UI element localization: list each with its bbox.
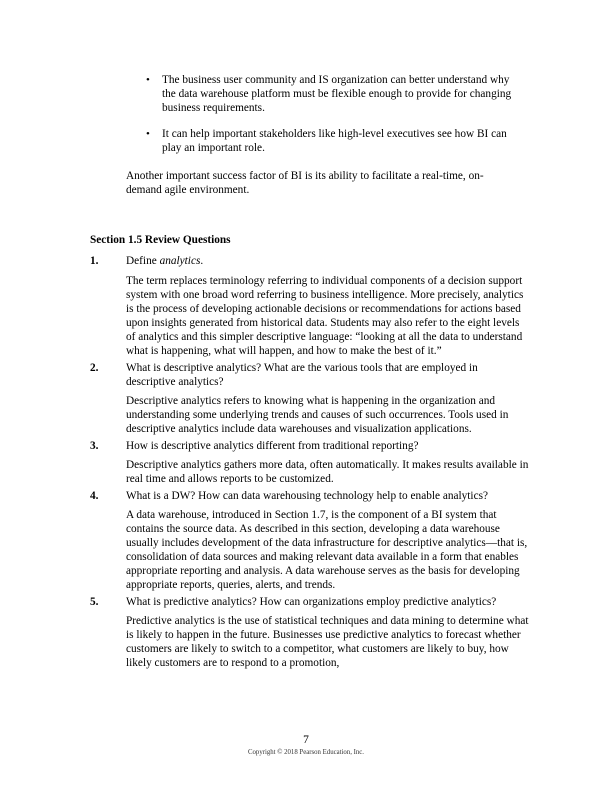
question-text: What is descriptive analytics? What are the various tools that are employed in descriptive analytics? <box>126 362 478 388</box>
bullet-dot-icon: • <box>146 74 150 86</box>
bullet-text: The business user community and IS organization can better understand why the data warehouse platform must be flexible enough to provide for changing business requirements. <box>162 74 512 114</box>
question-emphasis: analytics <box>159 255 201 267</box>
question-block <box>90 361 530 436</box>
bullet-item <box>126 73 526 115</box>
answer-text: Descriptive analytics gathers more data, often automatically. It makes results available in real time and allows reports to be customized. <box>126 459 529 485</box>
bullet-text: It can help important stakeholders like high-level executives see how BI can play an important role. <box>162 128 507 154</box>
question-row <box>90 361 530 389</box>
bullet-item <box>126 127 526 155</box>
question-row <box>90 595 530 609</box>
section-heading: Section 1.5 Review Questions <box>90 234 231 246</box>
intro-paragraph: Another important success factor of BI is its ability to facilitate a real-time, on-demand agile environment. <box>126 170 484 196</box>
question-text: How is descriptive analytics different from traditional reporting? <box>126 440 419 452</box>
question-number: 5. <box>90 596 99 608</box>
question-number: 4. <box>90 490 99 502</box>
question-text <box>126 254 530 268</box>
question-row <box>90 439 530 453</box>
answer-text: Predictive analytics is the use of statistical techniques and data mining to determine what is likely to happen in the future. Businesses use predictive analytics to forecast whether customers are likely to switch to a competitor, what customers are likely to buy, how likely customers are to respond to a promotion, <box>126 615 529 669</box>
question-number: 3. <box>90 440 99 452</box>
copyright-notice: Copyright © 2018 Pearson Education, Inc. <box>248 749 364 756</box>
question-row <box>90 254 530 268</box>
question-block <box>90 489 530 592</box>
bullet-list <box>126 73 526 167</box>
question-text: What is a DW? How can data warehousing technology help to enable analytics? <box>126 490 488 502</box>
question-row <box>90 489 530 503</box>
question-number: 1. <box>90 255 99 267</box>
review-questions <box>90 254 530 673</box>
question-number: 2. <box>90 362 99 374</box>
question-block <box>90 254 530 358</box>
question-prefix: Define <box>126 255 160 267</box>
answer-text: The term replaces terminology referring to individual components of a decision support system with one broad word referring to business intelligence. More precisely, analytics is the process of developing actionable decisions or recommendations for actions based upon insights generated from historical data. Students may also refer to the eight levels of analytics and this simpler descriptive language: “looking at all the data to understand what is happening, what will happen, and how to make the best of it.” <box>126 275 524 357</box>
question-block <box>90 439 530 486</box>
question-text: What is predictive analytics? How can organizations employ predictive analytics? <box>126 596 497 608</box>
answer-text: Descriptive analytics refers to knowing what is happening in the organization and understanding some underlying trends and causes of such occurrences. Tools used in descriptive analytics include data warehouses and visualization applications. <box>126 395 509 435</box>
page-number: 7 <box>303 734 309 746</box>
question-suffix: . <box>200 255 204 267</box>
bullet-dot-icon: • <box>146 128 150 140</box>
question-block <box>90 595 530 670</box>
answer-text: A data warehouse, introduced in Section 1.7, is the component of a BI system that contains the source data. As described in this section, developing a data warehouse usually includes development of the data infrastructure for descriptive analytics—that is, consolidation of data sources and making relevant data available in a form that enables appropriate reporting and analysis. A data warehouse serves as the basis for developing appropriate reports, queries, alerts, and trends. <box>126 509 528 591</box>
